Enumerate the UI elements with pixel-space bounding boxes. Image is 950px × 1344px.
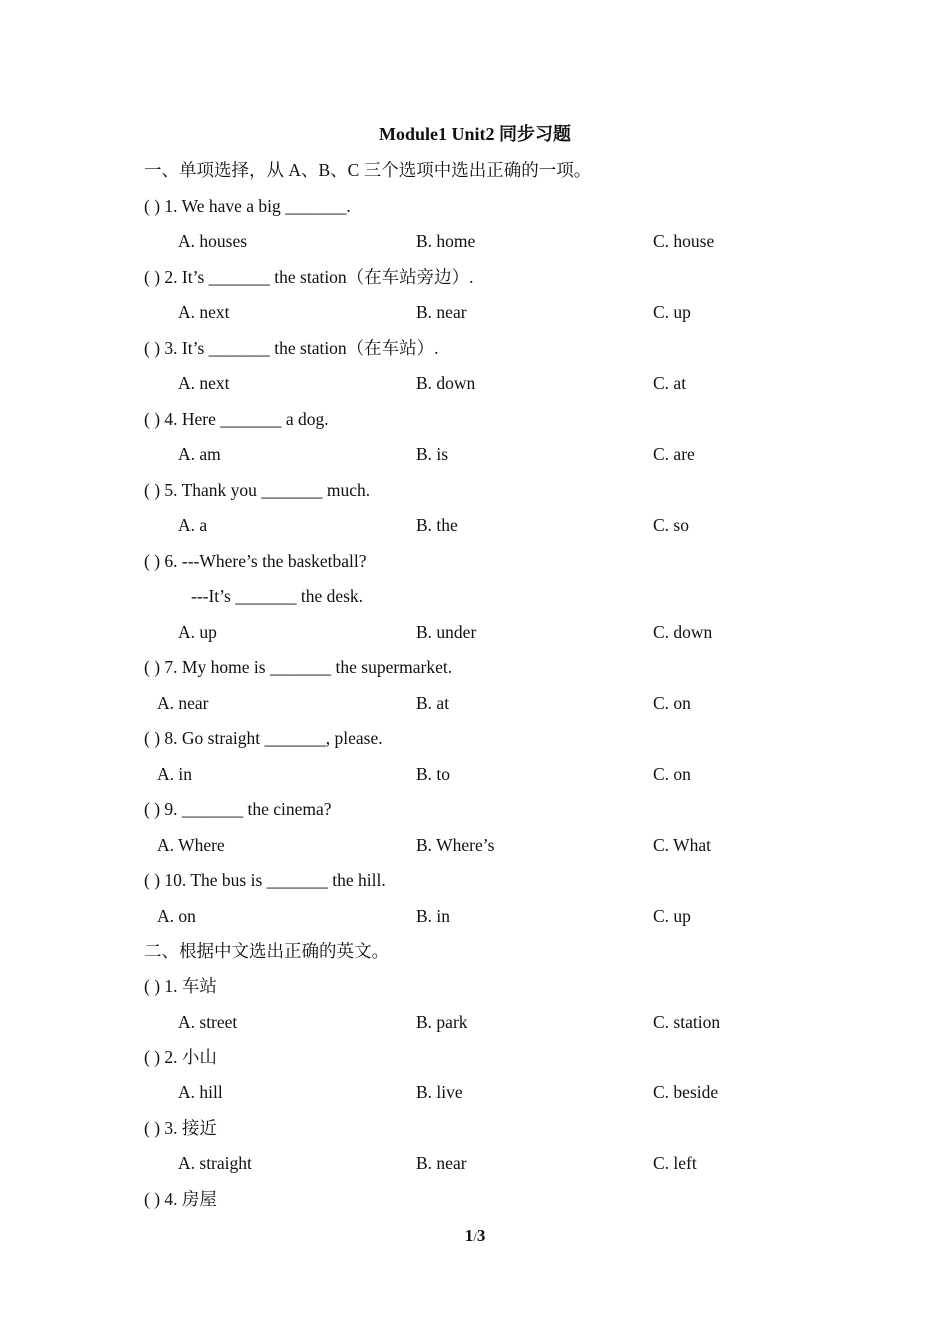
option-a: A. next	[178, 373, 230, 393]
question-text: ( ) 4. Here _______ a dog.	[144, 409, 329, 429]
option-c: C. up	[653, 906, 691, 926]
option-a: A. hill	[178, 1082, 223, 1102]
question-text: ( ) 9. _______ the cinema?	[144, 799, 332, 819]
option-a: A. straight	[178, 1153, 252, 1173]
option-c: C. are	[653, 444, 695, 464]
page-current: 1	[464, 1226, 474, 1245]
option-b: B. live	[416, 1082, 463, 1102]
option-c: C. station	[653, 1012, 721, 1032]
option-b: B. is	[416, 444, 449, 464]
section1-heading: 一、单项选择，从 A、B、C 三个选项中选出正确的一项。	[144, 160, 592, 180]
option-c: C. on	[653, 764, 691, 784]
question-text: ( ) 5. Thank you _______ much.	[144, 480, 371, 500]
document-title: Module1 Unit2 同步习题	[378, 124, 571, 144]
option-c: C. so	[653, 515, 689, 535]
option-a: A. near	[157, 693, 209, 713]
option-a: A. am	[178, 444, 221, 464]
question-text: ( ) 6. ---Where’s the basketball?	[144, 551, 367, 571]
question-text: ( ) 1. 车站	[144, 976, 217, 996]
question-text: ( ) 8. Go straight _______, please.	[144, 728, 383, 748]
option-b: B. home	[416, 231, 476, 251]
section2-heading: 二、根据中文选出正确的英文。	[144, 941, 389, 961]
option-b: B. the	[416, 515, 458, 535]
option-a: A. up	[178, 622, 217, 642]
question-text: ( ) 7. My home is _______ the supermarket.	[144, 657, 453, 677]
option-a: A. Where	[157, 835, 225, 855]
option-c: C. beside	[653, 1082, 719, 1102]
option-b: B. in	[416, 906, 451, 926]
option-a: A. street	[178, 1012, 238, 1032]
option-c: C. down	[653, 622, 713, 642]
question-text: ( ) 2. 小山	[144, 1047, 217, 1067]
option-b: B. at	[416, 693, 450, 713]
page-number	[0, 1224, 950, 1249]
question-text: ( ) 2. It’s _______ the station（在车站旁边）.	[144, 267, 474, 287]
question-text: ( ) 3. It’s _______ the station（在车站）.	[144, 338, 439, 358]
option-a: A. houses	[178, 231, 248, 251]
option-b: B. down	[416, 373, 476, 393]
option-c: C. left	[653, 1153, 697, 1173]
option-b: B. near	[416, 1153, 467, 1173]
option-b: B. under	[416, 622, 477, 642]
option-a: A. in	[157, 764, 192, 784]
option-b: B. Where’s	[416, 835, 495, 855]
option-c: C. up	[653, 302, 691, 322]
option-c: C. at	[653, 373, 687, 393]
option-c: C. house	[653, 231, 715, 251]
question-text: ( ) 1. We have a big _______.	[144, 196, 351, 216]
option-a: A. next	[178, 302, 230, 322]
question-text: ( ) 4. 房屋	[144, 1189, 217, 1209]
option-c: C. What	[653, 835, 712, 855]
option-b: B. to	[416, 764, 451, 784]
page-separator: /	[473, 1229, 477, 1244]
question-subtext: ---It’s _______ the desk.	[191, 586, 364, 606]
option-c: C. on	[653, 693, 691, 713]
option-a: A. a	[178, 515, 208, 535]
question-text: ( ) 10. The bus is _______ the hill.	[144, 870, 386, 890]
page-total: 3	[476, 1226, 486, 1245]
option-a: A. on	[157, 906, 196, 926]
question-text: ( ) 3. 接近	[144, 1118, 217, 1138]
option-b: B. near	[416, 302, 467, 322]
option-b: B. park	[416, 1012, 468, 1032]
